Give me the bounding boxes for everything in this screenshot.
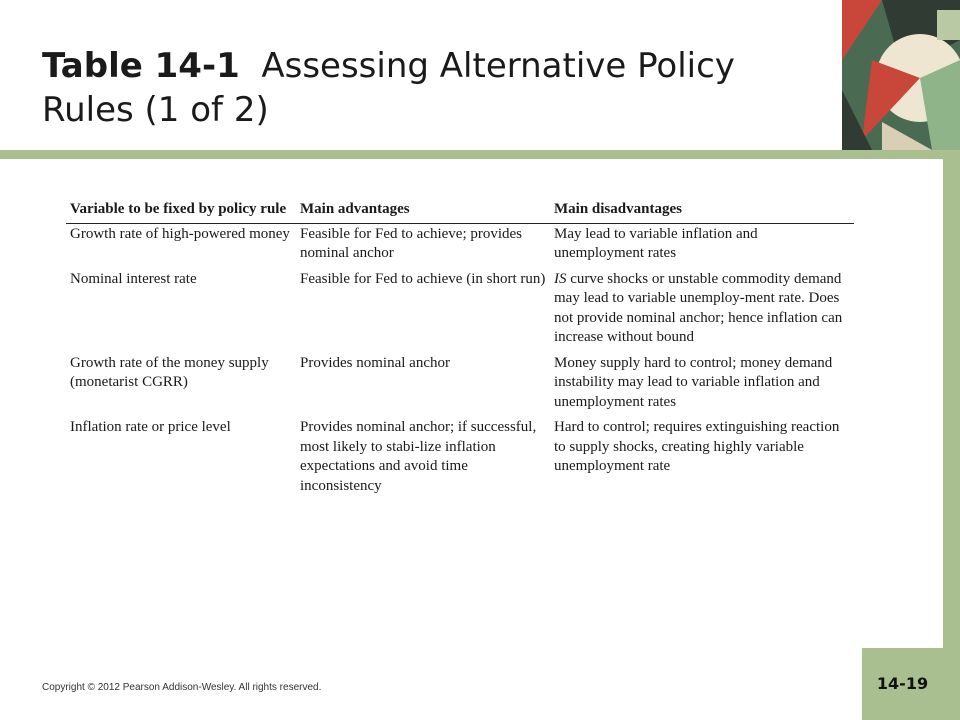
cell-disadvantages xyxy=(554,225,858,264)
cell-advantages: Provides nominal anchor; if successful, most likely to stabi-lize inflation expectations and avoid time inconsistency xyxy=(300,419,537,494)
cell-disadvantages-text: Money supply hard to control; money demand instability may lead to variable inflation and unemployment rates xyxy=(554,354,833,410)
cell-disadvantages xyxy=(554,418,858,496)
table-row xyxy=(66,225,854,264)
header-disadvantages: Main disadvantages xyxy=(554,201,682,217)
cell-disadvantages-text: curve shocks or unstable commodity demand may lead to variable unemploy-ment rate. Does not provide nominal anchor; hence inflation can increase without bound xyxy=(554,270,843,345)
cell-advantages: Feasible for Fed to achieve; provides nominal anchor xyxy=(300,225,523,261)
cell-disadvantages-text: May lead to variable inflation and unemployment rates xyxy=(554,225,758,261)
cell-variable: Nominal interest rate xyxy=(70,270,197,287)
frame-top-band xyxy=(0,150,960,159)
abstract-art-icon xyxy=(842,0,960,150)
title-table-number: Table 14-1 xyxy=(42,46,240,86)
slide-title xyxy=(42,44,832,132)
cell-disadvantages xyxy=(554,354,858,413)
header-advantages: Main advantages xyxy=(300,201,410,217)
cell-variable: Growth rate of the money supply (monetarist CGRR) xyxy=(70,354,269,390)
policy-rules-table xyxy=(66,198,854,496)
cell-disadvantages-text: Hard to control; requires extinguishing reaction to supply shocks, creating highly variable unemployment rate xyxy=(554,419,840,474)
cell-disadvantages-italic: IS xyxy=(554,270,567,287)
table-row xyxy=(66,418,854,496)
table-header-row xyxy=(66,198,854,224)
copyright-notice: Copyright © 2012 Pearson Addison-Wesley. All rights reserved. xyxy=(42,682,322,693)
page-number: 14-19 xyxy=(876,674,929,693)
table-row xyxy=(66,270,854,348)
page-number-box xyxy=(862,648,960,720)
frame-right-band xyxy=(943,150,960,720)
header-variable: Variable to be fixed by policy rule xyxy=(70,201,287,217)
decorative-art-image xyxy=(842,0,960,150)
cell-advantages: Feasible for Fed to achieve (in short run) xyxy=(300,270,546,287)
title-text: Assessing Alternative Policy Rules (1 of 2) xyxy=(42,46,735,130)
cell-variable: Growth rate of high-powered money xyxy=(70,225,290,242)
table-row xyxy=(66,354,854,413)
cell-variable: Inflation rate or price level xyxy=(70,419,231,435)
cell-advantages: Provides nominal anchor xyxy=(300,354,450,371)
cell-disadvantages xyxy=(554,270,858,348)
